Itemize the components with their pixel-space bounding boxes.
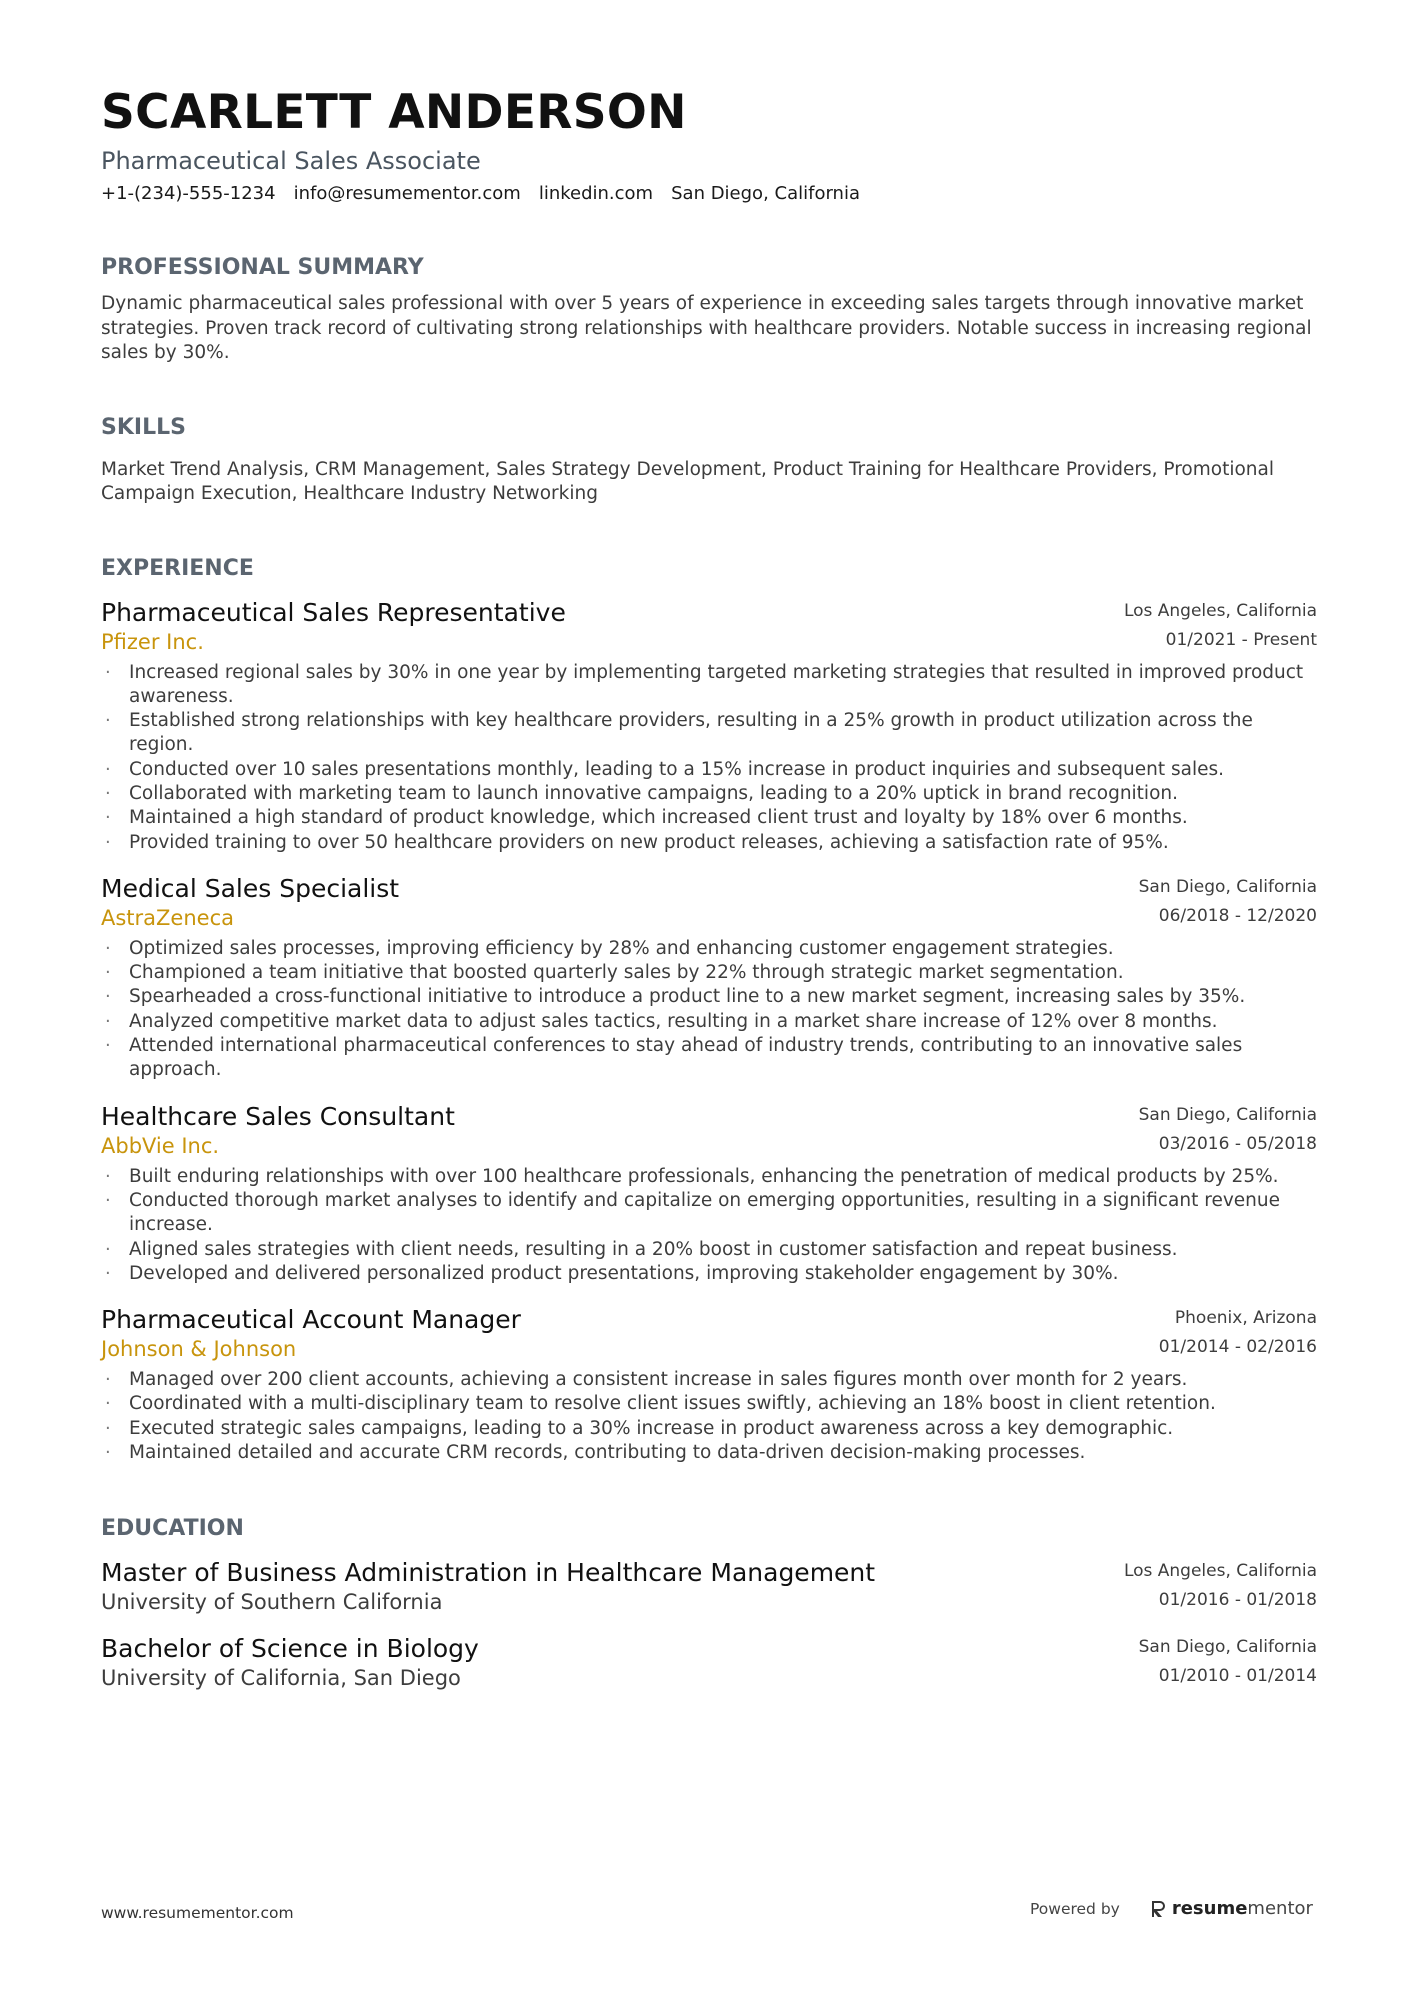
job-location: Los Angeles, California	[1123, 600, 1317, 621]
list-item: · Maintained detailed and accurate CRM records, contributing to data-driven decision-making processes.	[101, 1441, 1317, 1465]
experience-section	[101, 555, 1317, 1466]
resumementor-logo-icon	[1150, 1899, 1166, 1919]
education-dates: 01/2010 - 01/2014	[1158, 1666, 1317, 1687]
education-dates: 01/2016 - 01/2018	[1158, 1590, 1317, 1611]
section-title: EDUCATION	[101, 1516, 244, 1542]
contact-phone: +1-(234)-555-1234	[101, 183, 276, 204]
job-company: Pfizer Inc.	[101, 629, 204, 654]
job-entry	[101, 1304, 1317, 1465]
section-title: EXPERIENCE	[101, 555, 254, 581]
section-title: SKILLS	[101, 414, 186, 440]
job-dates: 01/2014 - 02/2016	[1158, 1337, 1317, 1358]
list-item: · Conducted over 10 sales presentations monthly, leading to a 15% increase in product inquiries and subsequent sales.	[101, 758, 1317, 782]
job-company: Johnson & Johnson	[101, 1337, 297, 1362]
job-location: Phoenix, Arizona	[1174, 1308, 1317, 1329]
education-entry	[101, 1557, 1317, 1615]
education-entry	[101, 1633, 1317, 1691]
degree-title: Bachelor of Science in Biology	[101, 1634, 479, 1664]
list-item: · Championed a team initiative that boosted quarterly sales by 22% through strategic market segmentation.	[101, 961, 1317, 985]
school-name: University of Southern California	[101, 1590, 443, 1615]
job-dates: 03/2016 - 05/2018	[1158, 1133, 1317, 1154]
degree-title: Master of Business Administration in Healthcare Management	[101, 1558, 876, 1588]
job-location: San Diego, California	[1138, 1104, 1317, 1125]
job-bullets	[101, 1368, 1317, 1465]
job-entry	[101, 873, 1317, 1083]
resume-page	[101, 84, 1317, 1691]
skills-text: Market Trend Analysis, CRM Management, Sales Strategy Development, Product Training for Healthcare Providers, Promotional Campaign Execution, Healthcare Industry Networking	[101, 458, 1274, 504]
candidate-role: Pharmaceutical Sales Associate	[101, 147, 481, 175]
list-item: · Executed strategic sales campaigns, leading to a 30% increase in product awareness across a key demographic.	[101, 1417, 1317, 1441]
list-item: · Spearheaded a cross-functional initiative to introduce a product line to a new market segment, increasing sales by 35%.	[101, 985, 1317, 1009]
contact-linkedin[interactable]: linkedin.com	[538, 183, 654, 204]
job-title: Pharmaceutical Account Manager	[101, 1305, 521, 1335]
job-entry	[101, 597, 1317, 855]
education-location: Los Angeles, California	[1123, 1561, 1317, 1582]
list-item: · Aligned sales strategies with client needs, resulting in a 20% boost in customer satisfaction and repeat business.	[101, 1238, 1317, 1262]
job-company: AstraZeneca	[101, 905, 234, 930]
contact-line	[101, 182, 1317, 206]
list-item: · Built enduring relationships with over 100 healthcare professionals, enhancing the penetration of medical products by 25%.	[101, 1165, 1317, 1189]
list-item: · Provided training to over 50 healthcare providers on new product releases, achieving a satisfaction rate of 95%.	[101, 831, 1317, 855]
footer-website[interactable]: www.resumementor.com	[101, 1904, 294, 1922]
list-item: · Conducted thorough market analyses to identify and capitalize on emerging opportunities, resulting in a significant revenue increase.	[101, 1189, 1317, 1238]
job-entry	[101, 1101, 1317, 1286]
school-name: University of California, San Diego	[101, 1666, 461, 1691]
list-item: · Attended international pharmaceutical conferences to stay ahead of industry trends, contributing to an innovative sales approach.	[101, 1034, 1317, 1083]
job-company: AbbVie Inc.	[101, 1133, 220, 1158]
list-item: · Developed and delivered personalized product presentations, improving stakeholder engagement by 30%.	[101, 1262, 1317, 1286]
list-item: · Established strong relationships with key healthcare providers, resulting in a 25% growth in product utilization across the region.	[101, 709, 1317, 758]
list-item: · Coordinated with a multi-disciplinary team to resolve client issues swiftly, achieving an 18% boost in client retention.	[101, 1392, 1317, 1416]
skills-section	[101, 414, 1317, 507]
job-location: San Diego, California	[1138, 876, 1317, 897]
powered-by-label: Powered by	[1030, 1899, 1120, 1918]
job-dates: 01/2021 - Present	[1165, 629, 1317, 650]
list-item: · Collaborated with marketing team to launch innovative campaigns, leading to a 20% uptick in brand recognition.	[101, 782, 1317, 806]
list-item: · Optimized sales processes, improving efficiency by 28% and enhancing customer engagement strategies.	[101, 937, 1317, 961]
job-dates: 06/2018 - 12/2020	[1158, 905, 1317, 926]
list-item: · Analyzed competitive market data to adjust sales tactics, resulting in a market share increase of 12% over 8 months.	[101, 1010, 1317, 1034]
job-title: Healthcare Sales Consultant	[101, 1101, 455, 1131]
education-section	[101, 1515, 1317, 1691]
contact-email[interactable]: info@resumementor.com	[293, 183, 521, 204]
list-item: · Increased regional sales by 30% in one year by implementing targeted marketing strategies that resulted in improved product awareness.	[101, 661, 1317, 710]
footer-branding	[1030, 1898, 1313, 1919]
list-item: · Maintained a high standard of product knowledge, which increased client trust and loyalty by 18% over 6 months.	[101, 806, 1317, 830]
job-bullets	[101, 937, 1317, 1083]
job-title: Medical Sales Specialist	[101, 873, 400, 903]
job-bullets	[101, 661, 1317, 855]
job-bullets	[101, 1165, 1317, 1286]
section-title: PROFESSIONAL SUMMARY	[101, 255, 424, 280]
candidate-name: SCARLETT ANDERSON	[101, 85, 687, 140]
education-location: San Diego, California	[1138, 1637, 1317, 1658]
summary-section	[101, 254, 1317, 366]
job-title: Pharmaceutical Sales Representative	[101, 597, 566, 627]
contact-location: San Diego, California	[671, 183, 860, 204]
list-item: · Managed over 200 client accounts, achieving a consistent increase in sales figures month over month for 2 years.	[101, 1368, 1317, 1392]
summary-text: Dynamic pharmaceutical sales professional with over 5 years of experience in exceeding sales targets through innovative market strategies. Proven track record of cultivating strong relationships with healthcare providers. Notable success in increasing regional sales by 30%.	[101, 293, 1312, 363]
brand-bold: resume	[1171, 1898, 1248, 1919]
brand-logo[interactable]	[1150, 1898, 1313, 1919]
brand-light: mentor	[1247, 1898, 1313, 1919]
